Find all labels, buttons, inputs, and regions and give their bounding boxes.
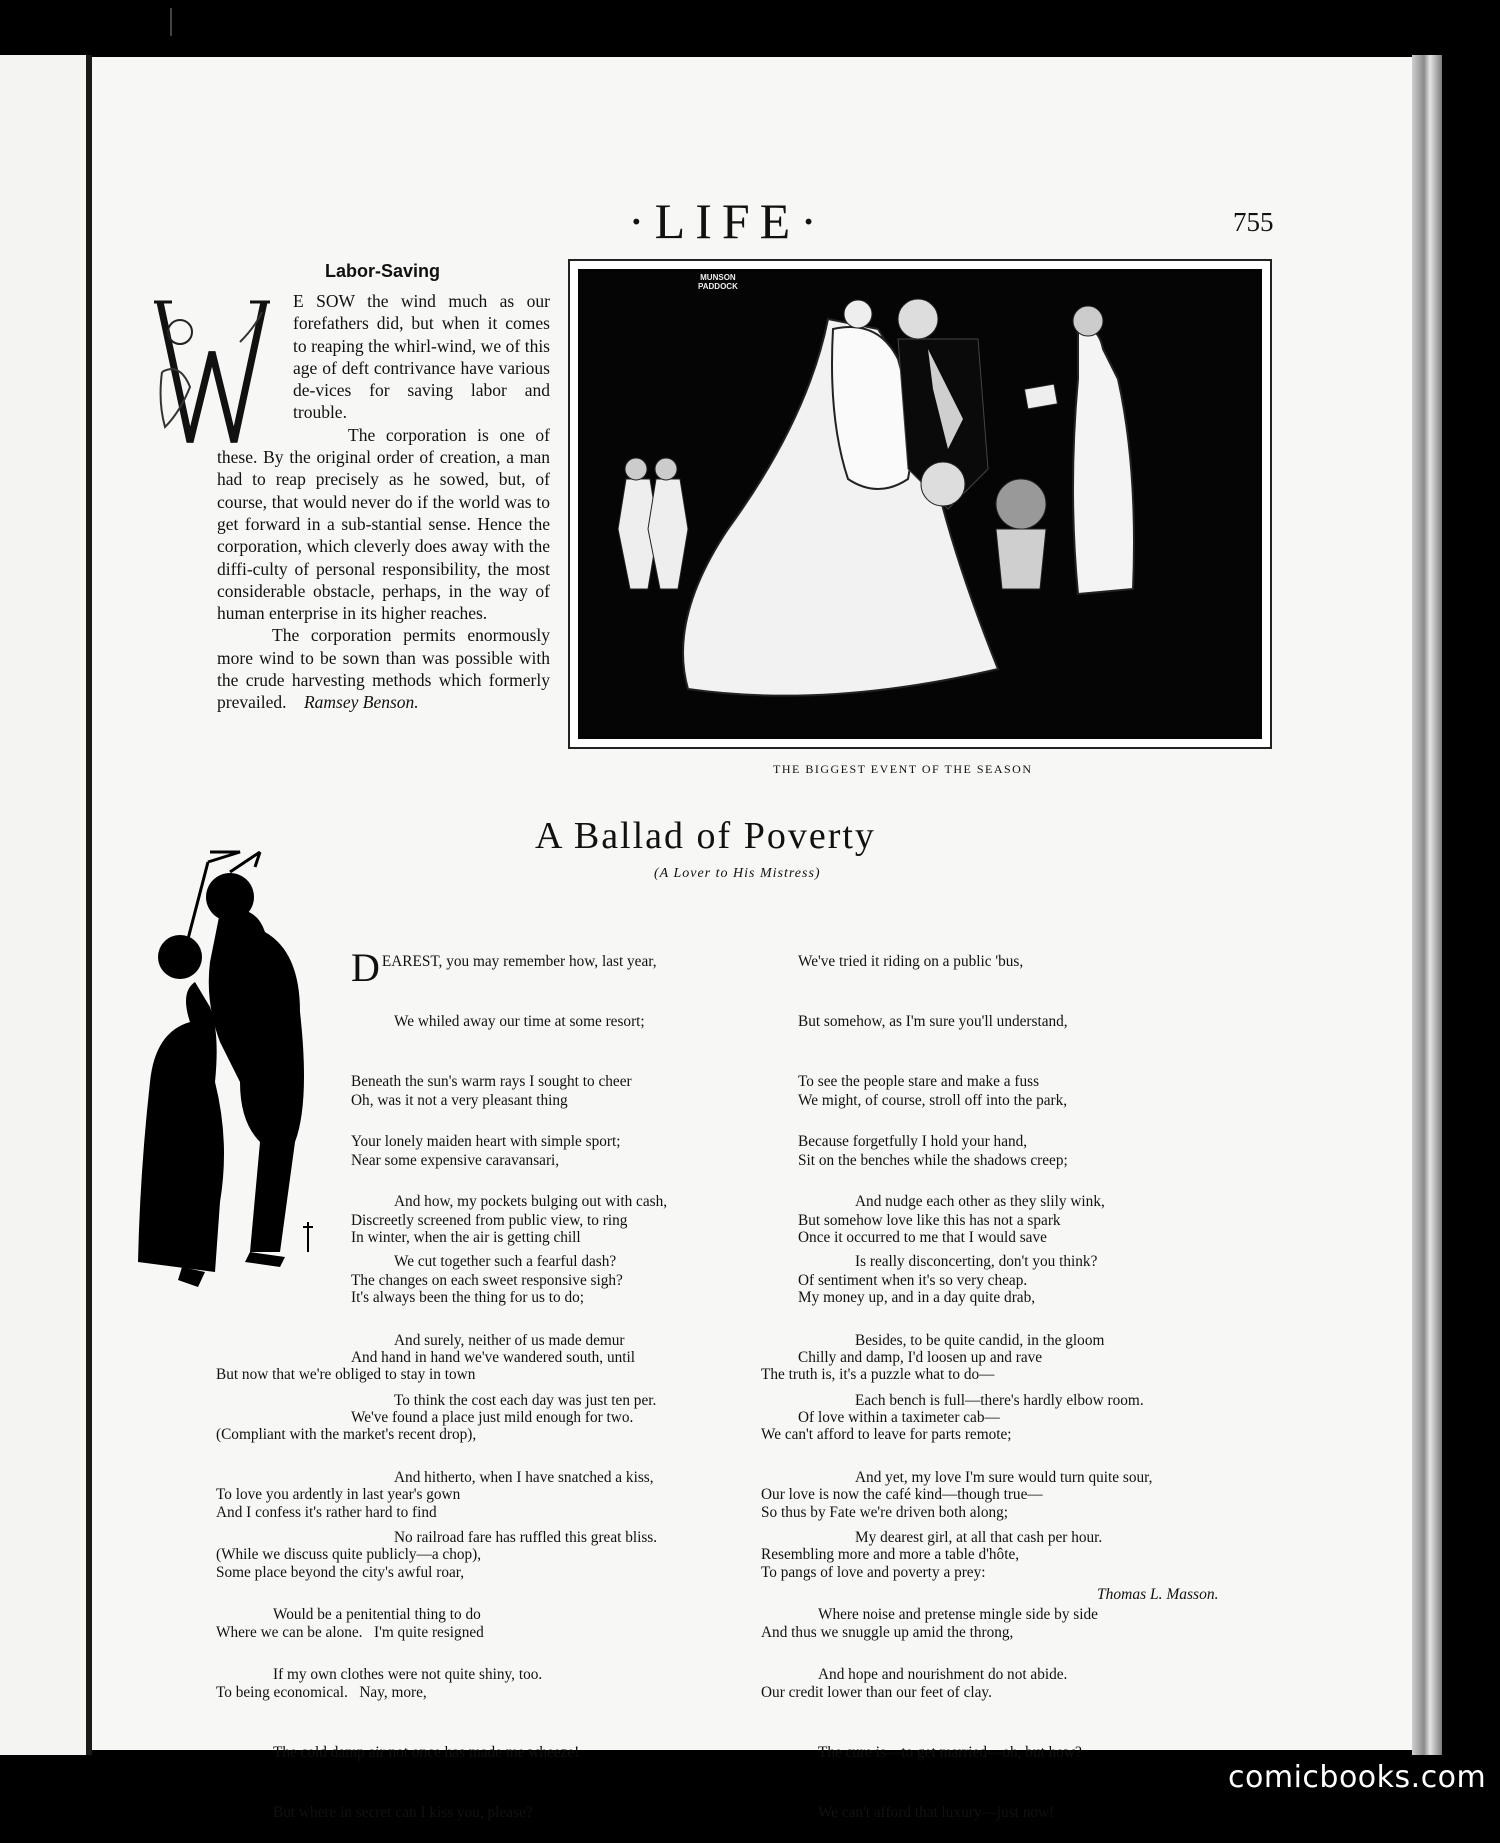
wedding-illustration xyxy=(568,259,1272,749)
ballad-right-stanza-3: Once it occurred to me that I would save My money up, and in a day quite drab, Chilly and damp, I'd loosen up and rave Of love within a taximeter cab— And yet, my love I'm sure would turn quite sour, My dearest girl, at all that cash per hour. xyxy=(798,1229,1153,1546)
labor-saving-text xyxy=(217,290,550,714)
labor-saving-title: Labor-Saving xyxy=(325,261,441,281)
ballad-left-stanza-3: In winter, when the air is getting chill It's always been the thing for us to do; And hand in hand we've wandered south, until We've found a place just mild enough for two. And hitherto, when I have snatched a kiss, No railroad fare has ruffled this great bliss. xyxy=(351,1229,658,1546)
book-edge xyxy=(1412,55,1442,1755)
ballad-right-stanza-1: We've tried it riding on a public 'bus, But somehow, as I'm sure you'll understand, To see the people stare and make a fuss Because forgetfully I hold your hand, And nudge each other as they slily wink, Is really disconcerting, don't you think? xyxy=(798,953,1105,1270)
ballad-left-stanza-5: And I confess it's rather hard to find Some place beyond the city's awful roar, Where we can be alone. I'm quite resigned To being economical. Nay, more, The cold damp air not once has made me wheeze! But where in secret can I kiss you, please? xyxy=(216,1504,580,1821)
ballad-left-stanza-1: DEAREST, you may remember how, last year, We whiled away our time at some resort; Beneath the sun's warm rays I sought to cheer Your lonely maiden heart with simple sport; And how, my pockets bulging out with cash, We cut together such a fearful dash? xyxy=(351,945,668,1270)
labor-signature: Ramsey Benson. xyxy=(303,692,419,713)
labor-paragraph-2: The corporation is one of these. By the original order of creation, a man had to reap precisely as he sowed, but, of course, that would never do if the world was to get forward in a sub-stantial sense. Hence the corporation, which cleverly does away with the diffi-culty of personal responsibility, the most considerable obstacle, perhaps, in the way of human enterprise in its higher reaches. xyxy=(217,424,550,624)
couple-silhouette-illustration xyxy=(120,842,325,1308)
ballad-right-stanza-5: So thus by Fate we're driven both along; To pangs of love and poverty a prey: And thus we snuggle up amid the throng, Our credit lower than our feet of clay. The cure is—to get married—oh, but how? We can't afford that luxury—just now! xyxy=(761,1504,1082,1821)
ballad-title: A Ballad of Poverty xyxy=(535,815,876,857)
scan-mark xyxy=(170,8,172,36)
illustration-caption: THE BIGGEST EVENT OF THE SEASON xyxy=(773,762,1033,776)
ballad-left-stanza-2: Oh, was it not a very pleasant thing Near some expensive caravansari, Discreetly screened from public view, to ring The changes on each sweet responsive sigh? And surely, neither of us made demur To think the cost each day was just ten per. xyxy=(351,1092,657,1409)
labor-paragraph-1: E SOW the wind much as our forefathers did, but when it comes to reaping the whirl-wind, we of this age of deft contrivance have various de-vices for saving labor and trouble. xyxy=(293,291,550,423)
ballad-subtitle: (A Lover to His Mistress) xyxy=(654,866,821,881)
ballad-right-stanza-4: The truth is, it's a puzzle what to do— We can't afford to leave for parts remote; Our love is now the café kind—though true— Resembling more and more a table d'hôte, Where noise and pretense mingle side by side And hope and nourishment do not abide. xyxy=(761,1366,1098,1683)
ballad-left-stanza-4: But now that we're obliged to stay in town (Compliant with the market's recent drop), To love you ardently in last year's gown (While we discuss quite publicly—a chop), Would be a penitential thing to do If my own clothes were not quite shiny, too. xyxy=(216,1366,543,1683)
artist-credit: MUNSON PADDOCK xyxy=(698,273,738,291)
magazine-title: ·LIFE· xyxy=(628,193,827,249)
labor-paragraph-3: The corporation permits enormously more wind to be sown than was possible with the crude harvesting methods which formerly prevailed. xyxy=(217,625,550,713)
site-watermark: comicbooks.com xyxy=(1228,1760,1487,1795)
ballad-author: Thomas L. Masson. xyxy=(1097,1586,1219,1603)
ballad-right-stanza-2: We might, of course, stroll off into the park, Sit on the benches while the shadows creep; But somehow love like this has not a spark Of sentiment when it's so very cheap. Besides, to be quite candid, in the gloom Each bench is full—there's hardly elbow room. xyxy=(798,1092,1144,1409)
page-number: 755 xyxy=(1233,207,1274,237)
left-page-edge xyxy=(0,55,92,1755)
wedding-scene-drawing xyxy=(578,269,1262,739)
dropcap-d: D xyxy=(351,945,380,990)
